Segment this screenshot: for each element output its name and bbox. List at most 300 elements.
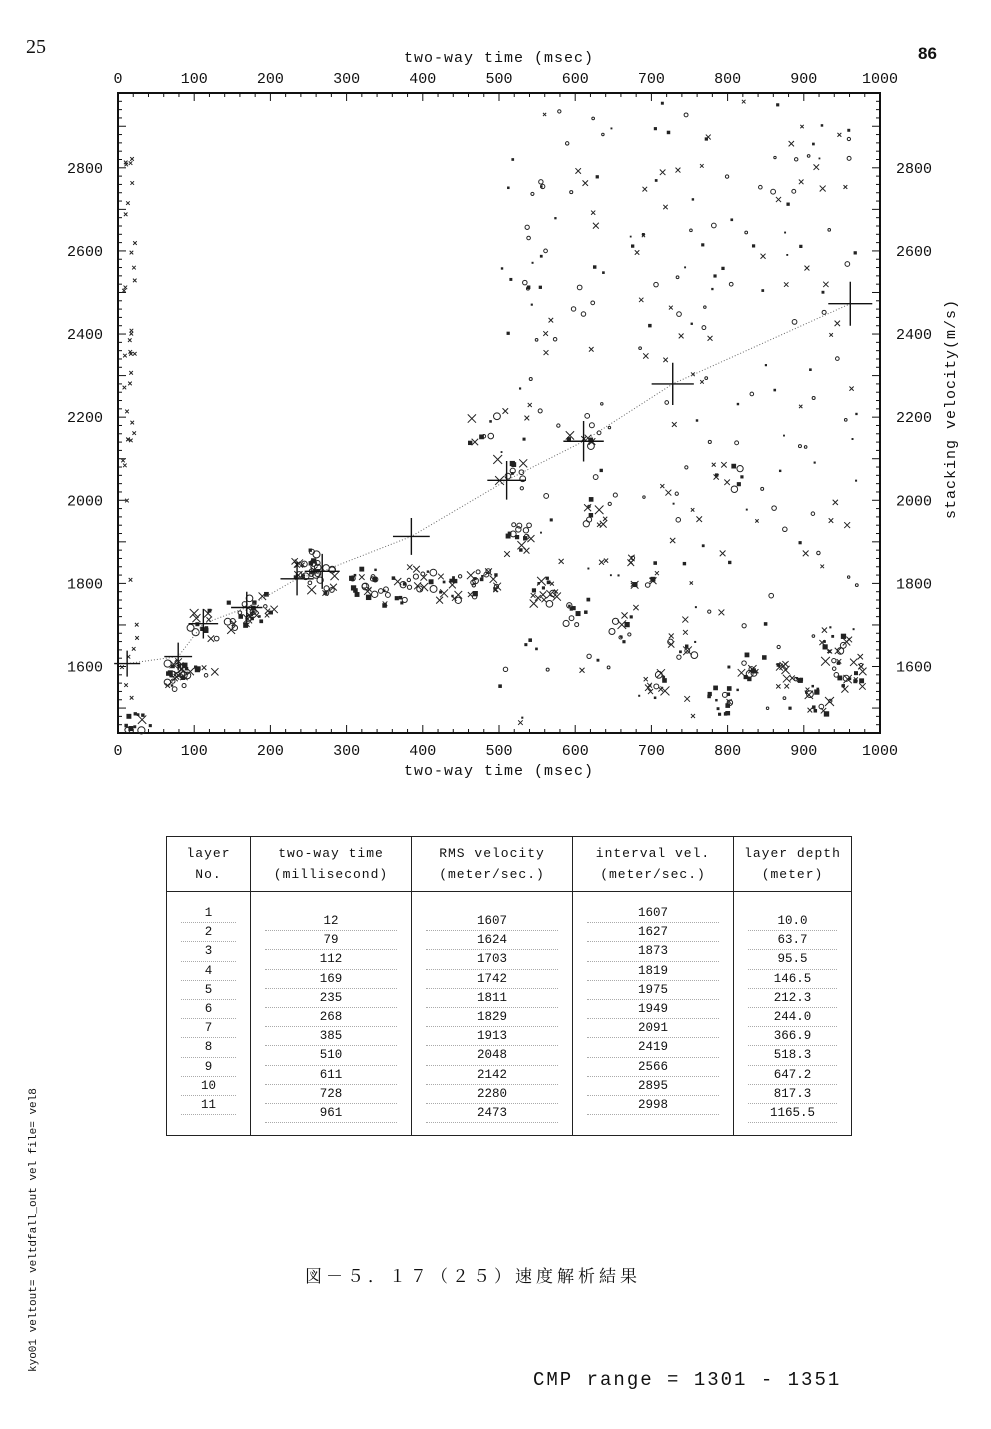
semblance-point [711,288,713,290]
table-cell: 5 [181,981,236,1000]
semblance-point [430,569,437,576]
semblance-point [858,654,863,659]
table-cell: 95.5 [748,950,837,969]
semblance-point [642,187,647,192]
semblance-point [783,527,788,532]
semblance-point [538,409,542,413]
semblance-point [792,320,797,325]
semblance-point [123,354,127,358]
semblance-point [521,717,523,719]
semblance-point [473,591,478,596]
semblance-point [828,229,831,232]
semblance-point [480,578,484,582]
semblance-point [520,487,523,490]
semblance-point [458,575,461,578]
semblance-point [600,469,603,472]
semblance-point [589,347,594,352]
semblance-point [629,560,633,564]
col-twt [251,892,412,1136]
semblance-point [602,133,604,135]
semblance-point [809,368,812,371]
semblance-point [635,250,640,255]
semblance-point [591,211,595,215]
semblance-point [129,161,133,165]
semblance-point [848,677,851,680]
semblance-point [844,419,847,422]
semblance-point [832,658,836,662]
semblance-point [591,301,595,305]
semblance-point [372,591,378,597]
semblance-point [535,648,538,651]
semblance-point [243,623,248,628]
table-cell: 1873 [587,942,719,961]
semblance-point [639,347,642,350]
table-cell: 1607 [587,904,719,923]
x-tick-label-bottom: 100 [180,743,208,760]
semblance-point [265,613,269,617]
table-cell: 146.5 [748,970,837,989]
semblance-point [527,236,531,240]
semblance-point [528,638,532,642]
semblance-point [610,574,612,576]
velocity-pick-marker [305,554,340,589]
x-tick-label-top: 900 [790,71,818,88]
semblance-point [644,677,648,681]
semblance-point [542,586,545,589]
semblance-point [845,262,850,267]
semblance-point [679,650,682,653]
semblance-point [642,233,645,236]
semblance-point [308,581,312,585]
semblance-point [130,329,134,333]
semblance-point [660,169,666,175]
y-tick-label-right: 2000 [896,493,933,511]
semblance-point [540,532,542,534]
semblance-point [420,583,428,591]
semblance-point [643,353,648,358]
semblance-point [130,157,134,161]
x-tick-label-bottom: 500 [485,743,513,760]
semblance-point [383,590,386,593]
semblance-point [354,574,357,577]
table-cell: 2895 [587,1077,719,1096]
table-cell: 1703 [426,950,558,969]
semblance-point [132,647,136,651]
table-cell: 79 [265,931,397,950]
semblance-point [831,635,834,638]
semblance-point [604,559,608,563]
semblance-point [137,713,140,716]
semblance-point [638,695,640,697]
semblance-point [488,433,494,439]
semblance-point [683,562,686,565]
semblance-point [581,312,586,317]
semblance-point [654,127,657,130]
table-cell: 4 [181,962,236,981]
table-cell: 169 [265,970,397,989]
table-cell: 385 [265,1027,397,1046]
semblance-point [760,254,765,259]
semblance-point [453,579,457,583]
velocity-trend-line [127,304,850,664]
semblance-point [823,282,828,287]
semblance-point [307,585,316,594]
semblance-point [694,641,696,643]
table-cell: 12 [265,912,397,931]
semblance-point [731,486,737,492]
semblance-point [449,579,453,583]
semblance-point [742,100,746,104]
semblance-point [468,592,473,597]
semblance-point [608,502,611,505]
semblance-point [546,668,549,671]
semblance-point [515,535,519,539]
figure-caption: 図－５．１７（２５）速度解析結果 [305,1267,641,1287]
semblance-point [700,164,704,168]
semblance-point [593,223,599,229]
semblance-point [715,699,717,701]
x-axis-title-bottom: two-way time (msec) [403,763,595,780]
semblance-point [855,584,858,587]
table-cell: 1829 [426,1008,558,1027]
semblance-point [567,437,571,441]
semblance-point [493,455,502,464]
semblance-point [133,279,137,283]
semblance-point [124,212,128,216]
semblance-point [569,616,574,621]
y-tick-label-left: 1600 [66,659,103,677]
semblance-point [577,285,582,290]
semblance-point [859,683,865,689]
table-cell: 2419 [587,1038,719,1057]
semblance-point [185,667,188,670]
semblance-point [859,678,864,683]
semblance-point [129,371,133,375]
semblance-point [798,678,803,683]
semblance-point [413,574,418,579]
semblance-point [740,475,743,478]
semblance-point [820,186,826,192]
header-twt: two-way time (millisecond) [251,837,412,892]
semblance-point [539,286,542,289]
semblance-point [783,697,786,700]
semblance-point [804,446,807,449]
semblance-point [550,582,554,586]
semblance-point [814,689,819,694]
table-cell: 961 [265,1104,397,1123]
semblance-points [120,100,866,734]
semblance-point [540,591,547,598]
semblance-point [850,659,857,666]
table-cell: 2091 [587,1019,719,1038]
semblance-point [718,713,721,716]
semblance-point [655,571,659,575]
semblance-point [125,410,129,414]
x-tick-label-bottom: 1000 [861,743,899,760]
semblance-point [607,666,610,669]
semblance-point [196,666,200,670]
table-cell: 268 [265,1008,397,1027]
semblance-point [546,577,549,580]
semblance-point [854,671,858,675]
semblance-point [654,684,659,689]
x-tick-label-top: 200 [256,71,284,88]
semblance-point [808,708,813,713]
semblance-point [654,282,659,287]
semblance-point [501,451,503,453]
semblance-point [814,462,816,464]
semblance-point [570,191,573,194]
semblance-point [182,684,186,688]
semblance-point [498,684,502,688]
semblance-point [737,466,743,472]
x-axis-title-top: two-way time (msec) [403,50,595,67]
semblance-point [651,577,656,582]
semblance-point [648,324,651,327]
semblance-point [784,282,788,286]
semblance-point [611,127,613,129]
semblance-point [451,595,453,597]
y-tick-label-right: 1800 [896,576,933,594]
semblance-point [820,565,824,569]
semblance-point [374,569,376,571]
header-layer: layer No. [167,837,251,892]
semblance-point [761,487,764,490]
semblance-point [825,697,834,706]
table-cell: 366.9 [748,1027,837,1046]
table-cell: 1607 [426,912,558,931]
semblance-point [603,517,607,521]
semblance-point [585,414,590,419]
semblance-point [589,497,594,502]
semblance-point [849,386,853,390]
semblance-point [766,707,768,709]
velocity-pick-marker [828,282,872,326]
semblance-point [172,687,177,692]
x-tick-label-bottom: 800 [714,743,742,760]
semblance-point [822,291,825,294]
semblance-point [531,192,534,195]
semblance-point [708,610,711,613]
semblance-point [784,232,786,234]
table-cell: 10.0 [748,912,837,931]
semblance-point [539,180,543,184]
semblance-point [752,244,755,247]
semblance-point [309,548,312,551]
semblance-point [202,665,207,670]
semblance-point [359,574,365,580]
semblance-point [786,203,789,206]
semblance-point [596,175,599,178]
semblance-point [737,482,741,486]
table-cell: 2 [181,923,236,942]
semblance-point [511,462,516,467]
semblance-point [559,559,564,564]
semblance-point [543,331,548,336]
table-cell: 1975 [587,981,719,1000]
semblance-point [696,516,702,522]
semblance-point [438,574,444,580]
semblance-point [661,102,664,105]
semblance-point [505,473,511,479]
semblance-point [702,544,705,547]
semblance-point [506,534,511,539]
semblance-point [524,416,529,421]
semblance-point [765,364,767,366]
semblance-point [812,705,815,708]
y-tick-label-left: 1800 [66,576,103,594]
semblance-point [852,438,854,440]
table-cell: 63.7 [748,931,837,950]
velocity-pick-marker [652,363,694,405]
semblance-point [798,445,801,448]
semblance-point [855,480,857,482]
semblance-point [676,518,681,523]
velocity-trend [127,304,850,664]
semblance-point [663,358,667,362]
semblance-point [772,506,777,511]
semblance-point [568,605,571,608]
semblance-point [575,168,581,174]
semblance-point [677,312,682,317]
semblance-point [762,655,767,660]
semblance-point [413,566,420,573]
semblance-point [429,579,434,584]
semblance-point [587,568,589,570]
semblance-point [701,243,704,246]
semblance-point [821,124,824,127]
semblance-point [544,350,549,355]
semblance-point [511,158,514,161]
semblance-point [855,413,857,415]
semblance-point [755,519,758,522]
semblance-point [806,688,810,692]
table-cell: 212.3 [748,989,837,1008]
cmp-range: CMP range = 1301 - 1351 [533,1369,842,1391]
semblance-point [771,189,776,194]
velocity-table [166,836,852,1136]
semblance-point [729,282,733,286]
velocity-pick-marker [231,592,262,623]
semblance-point [468,441,472,445]
semblance-point [124,683,128,687]
semblance-point [565,142,568,145]
semblance-point [685,466,688,469]
semblance-point [481,575,483,577]
semblance-point [695,606,697,608]
semblance-point [407,585,411,589]
semblance-point [704,306,707,309]
semblance-point [443,581,446,584]
semblance-point [783,675,791,683]
semblance-point [690,581,693,584]
semblance-point [846,637,852,643]
velocity-pick-marker [393,518,430,555]
semblance-point [676,276,679,279]
semblance-point [121,459,125,463]
semblance-point [468,414,476,422]
y-tick-label-right: 1600 [896,659,933,677]
semblance-point [132,266,136,270]
semblance-point [847,137,850,140]
semblance-point [472,439,479,446]
table-cell: 1 [181,904,236,923]
semblance-point [727,686,732,691]
semblance-point [833,500,838,505]
semblance-point [823,640,826,643]
semblance-point [597,659,600,662]
semblance-point [382,603,387,608]
semblance-point [524,643,527,646]
semblance-point [503,667,507,671]
semblance-point [769,593,774,598]
semblance-point [571,307,575,311]
semblance-point [799,180,804,185]
semblance-point [779,470,781,472]
semblance-point [531,593,536,598]
semblance-point [576,611,581,616]
table-cell: 647.2 [748,1066,837,1085]
semblance-point [844,522,850,528]
semblance-point [588,443,595,450]
semblance-point [645,685,651,691]
semblance-point [599,560,604,565]
semblance-point [728,561,731,564]
semblance-point [204,674,208,678]
semblance-point [725,703,730,708]
y-tick-label-left: 2800 [66,160,103,178]
x-tick-label-bottom: 700 [637,743,665,760]
semblance-point [407,578,410,581]
semblance-point [476,570,480,574]
semblance-point [682,617,688,623]
semblance-point [120,665,124,669]
semblance-point [721,462,726,467]
semblance-point [829,333,833,337]
x-tick-label-top: 600 [561,71,589,88]
table-cell: 9 [181,1058,236,1077]
semblance-point [563,620,569,626]
semblance-point [208,635,214,641]
semblance-point [822,310,826,314]
semblance-point [227,601,231,605]
semblance-point [512,523,516,527]
semblance-point [715,473,718,476]
semblance-point [169,674,172,677]
semblance-point [847,156,851,160]
semblance-point [847,129,850,132]
table-cell: 510 [265,1046,397,1065]
x-tick-label-top: 100 [180,71,208,88]
semblance-point [720,551,726,557]
x-tick-label-bottom: 0 [113,743,123,760]
semblance-point [776,684,780,688]
semblance-point [586,598,590,602]
semblance-point [544,494,549,499]
semblance-point [691,714,695,718]
y-tick-label-left: 2200 [66,410,103,428]
semblance-point [130,181,134,185]
semblance-point [592,117,595,120]
semblance-point [164,679,170,685]
semblance-point [691,508,694,511]
x-tick-label-top: 1000 [861,71,899,88]
semblance-point [669,634,674,639]
semblance-point [135,636,139,640]
table-cell: 3 [181,942,236,961]
table-cell: 1627 [587,923,719,942]
semblance-point [130,696,134,700]
